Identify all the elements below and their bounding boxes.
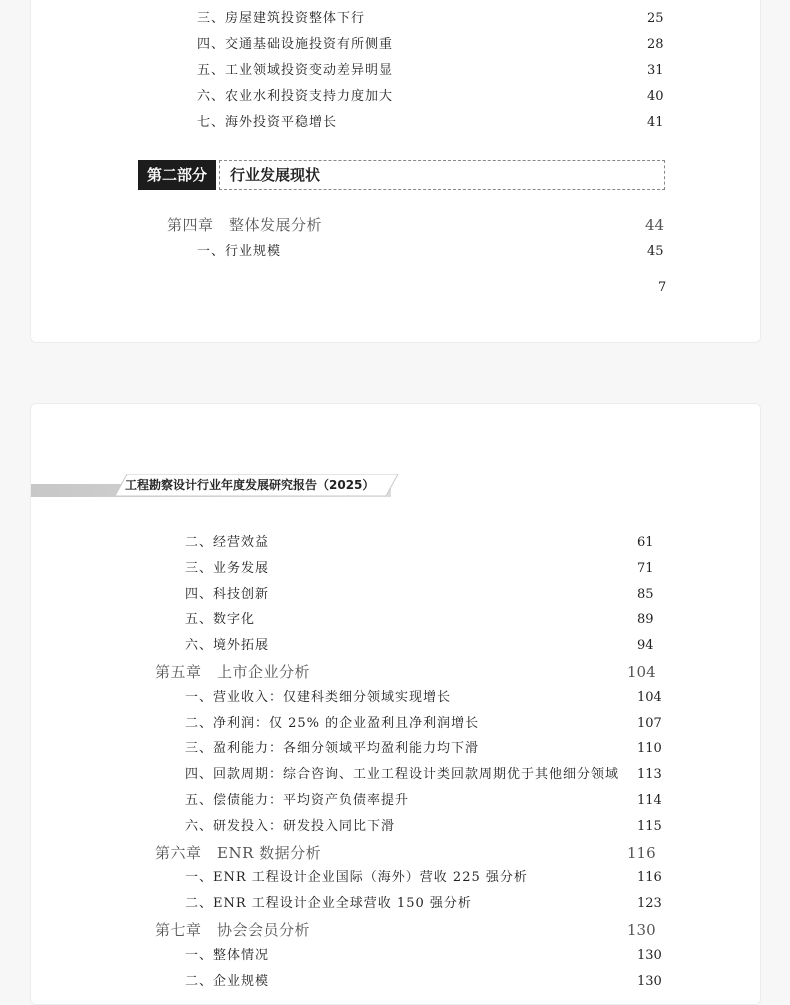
toc-page-7 xyxy=(30,0,761,343)
toc-entry-page: 130 xyxy=(637,974,662,989)
toc-entry-label: 六、境外拓展 xyxy=(185,638,270,653)
toc-entry-page: 28 xyxy=(647,37,664,52)
toc-entry-page: 89 xyxy=(637,612,654,627)
toc-entry-label: 四、交通基础设施投资有所侧重 xyxy=(197,37,394,52)
toc-entry-label: 五、数字化 xyxy=(185,612,256,627)
toc-entry-label: 六、研发投入：研发投入同比下滑 xyxy=(185,819,396,834)
toc-entry-page: 61 xyxy=(637,535,654,550)
toc-entry-label: 一、行业规模 xyxy=(197,244,282,259)
toc-entry-page: 71 xyxy=(637,561,654,576)
page-number: 7 xyxy=(658,280,667,295)
part-heading xyxy=(138,160,665,190)
toc-chapter-label: 第四章 整体发展分析 xyxy=(167,216,323,234)
toc-entry-label: 一、整体情况 xyxy=(185,948,270,963)
toc-entry-label: 二、经营效益 xyxy=(185,535,270,550)
toc-entry-page: 85 xyxy=(637,587,654,602)
toc-entry-label: 二、净利润：仅 25% 的企业盈利且净利润增长 xyxy=(185,716,480,731)
toc-entry-page: 116 xyxy=(637,870,662,885)
toc-chapter-page: 104 xyxy=(627,663,656,681)
running-header-title: 工程勘察设计行业年度发展研究报告（2025） xyxy=(125,478,375,492)
toc-entry-page: 115 xyxy=(637,819,662,834)
toc-chapter-page: 116 xyxy=(627,844,656,862)
toc-entry-label: 四、科技创新 xyxy=(185,587,270,602)
toc-entry-label: 二、ENR 工程设计企业全球营收 150 强分析 xyxy=(185,896,472,911)
toc-entry-label: 一、ENR 工程设计企业国际（海外）营收 225 强分析 xyxy=(185,870,528,885)
part-tag: 第二部分 xyxy=(138,160,216,190)
toc-entry-label: 三、盈利能力：各细分领域平均盈利能力均下滑 xyxy=(185,741,480,756)
toc-chapter-page: 130 xyxy=(627,921,656,939)
toc-entry-page: 41 xyxy=(647,115,664,130)
toc-entry-page: 123 xyxy=(637,896,662,911)
toc-chapter-label: 第六章 ENR 数据分析 xyxy=(155,844,322,862)
toc-chapter-label: 第七章 协会会员分析 xyxy=(155,921,311,939)
toc-entry-page: 107 xyxy=(637,716,662,731)
toc-entry-page: 130 xyxy=(637,948,662,963)
toc-entry-page: 114 xyxy=(637,793,662,808)
toc-entry-page: 110 xyxy=(637,741,662,756)
toc-chapter-label: 第五章 上市企业分析 xyxy=(155,663,311,681)
toc-entry-label: 一、营业收入：仅建科类细分领域实现增长 xyxy=(185,690,452,705)
toc-entry-label: 七、海外投资平稳增长 xyxy=(197,115,338,130)
toc-entry-page: 31 xyxy=(647,63,664,78)
toc-entry-page: 25 xyxy=(647,11,664,26)
toc-entry-label: 四、回款周期：综合咨询、工业工程设计类回款周期优于其他细分领域 xyxy=(185,767,620,782)
toc-entry-label: 五、偿债能力：平均资产负债率提升 xyxy=(185,793,410,808)
toc-entry-label: 五、工业领域投资变动差异明显 xyxy=(197,63,394,78)
part-title[interactable]: 行业发展现状 xyxy=(219,160,665,190)
toc-entry-page: 94 xyxy=(637,638,654,653)
toc-chapter-page: 44 xyxy=(645,216,665,234)
toc-entry-page: 40 xyxy=(647,89,664,104)
toc-entry-page: 45 xyxy=(647,244,664,259)
toc-entry-label: 二、企业规模 xyxy=(185,974,270,989)
toc-entry-page: 113 xyxy=(637,767,662,782)
toc-entry-label: 六、农业水利投资支持力度加大 xyxy=(197,89,394,104)
toc-entry-label: 三、房屋建筑投资整体下行 xyxy=(197,11,366,26)
toc-entry-label: 三、业务发展 xyxy=(185,561,270,576)
toc-page-8 xyxy=(30,403,761,1005)
toc-entry-page: 104 xyxy=(637,690,662,705)
